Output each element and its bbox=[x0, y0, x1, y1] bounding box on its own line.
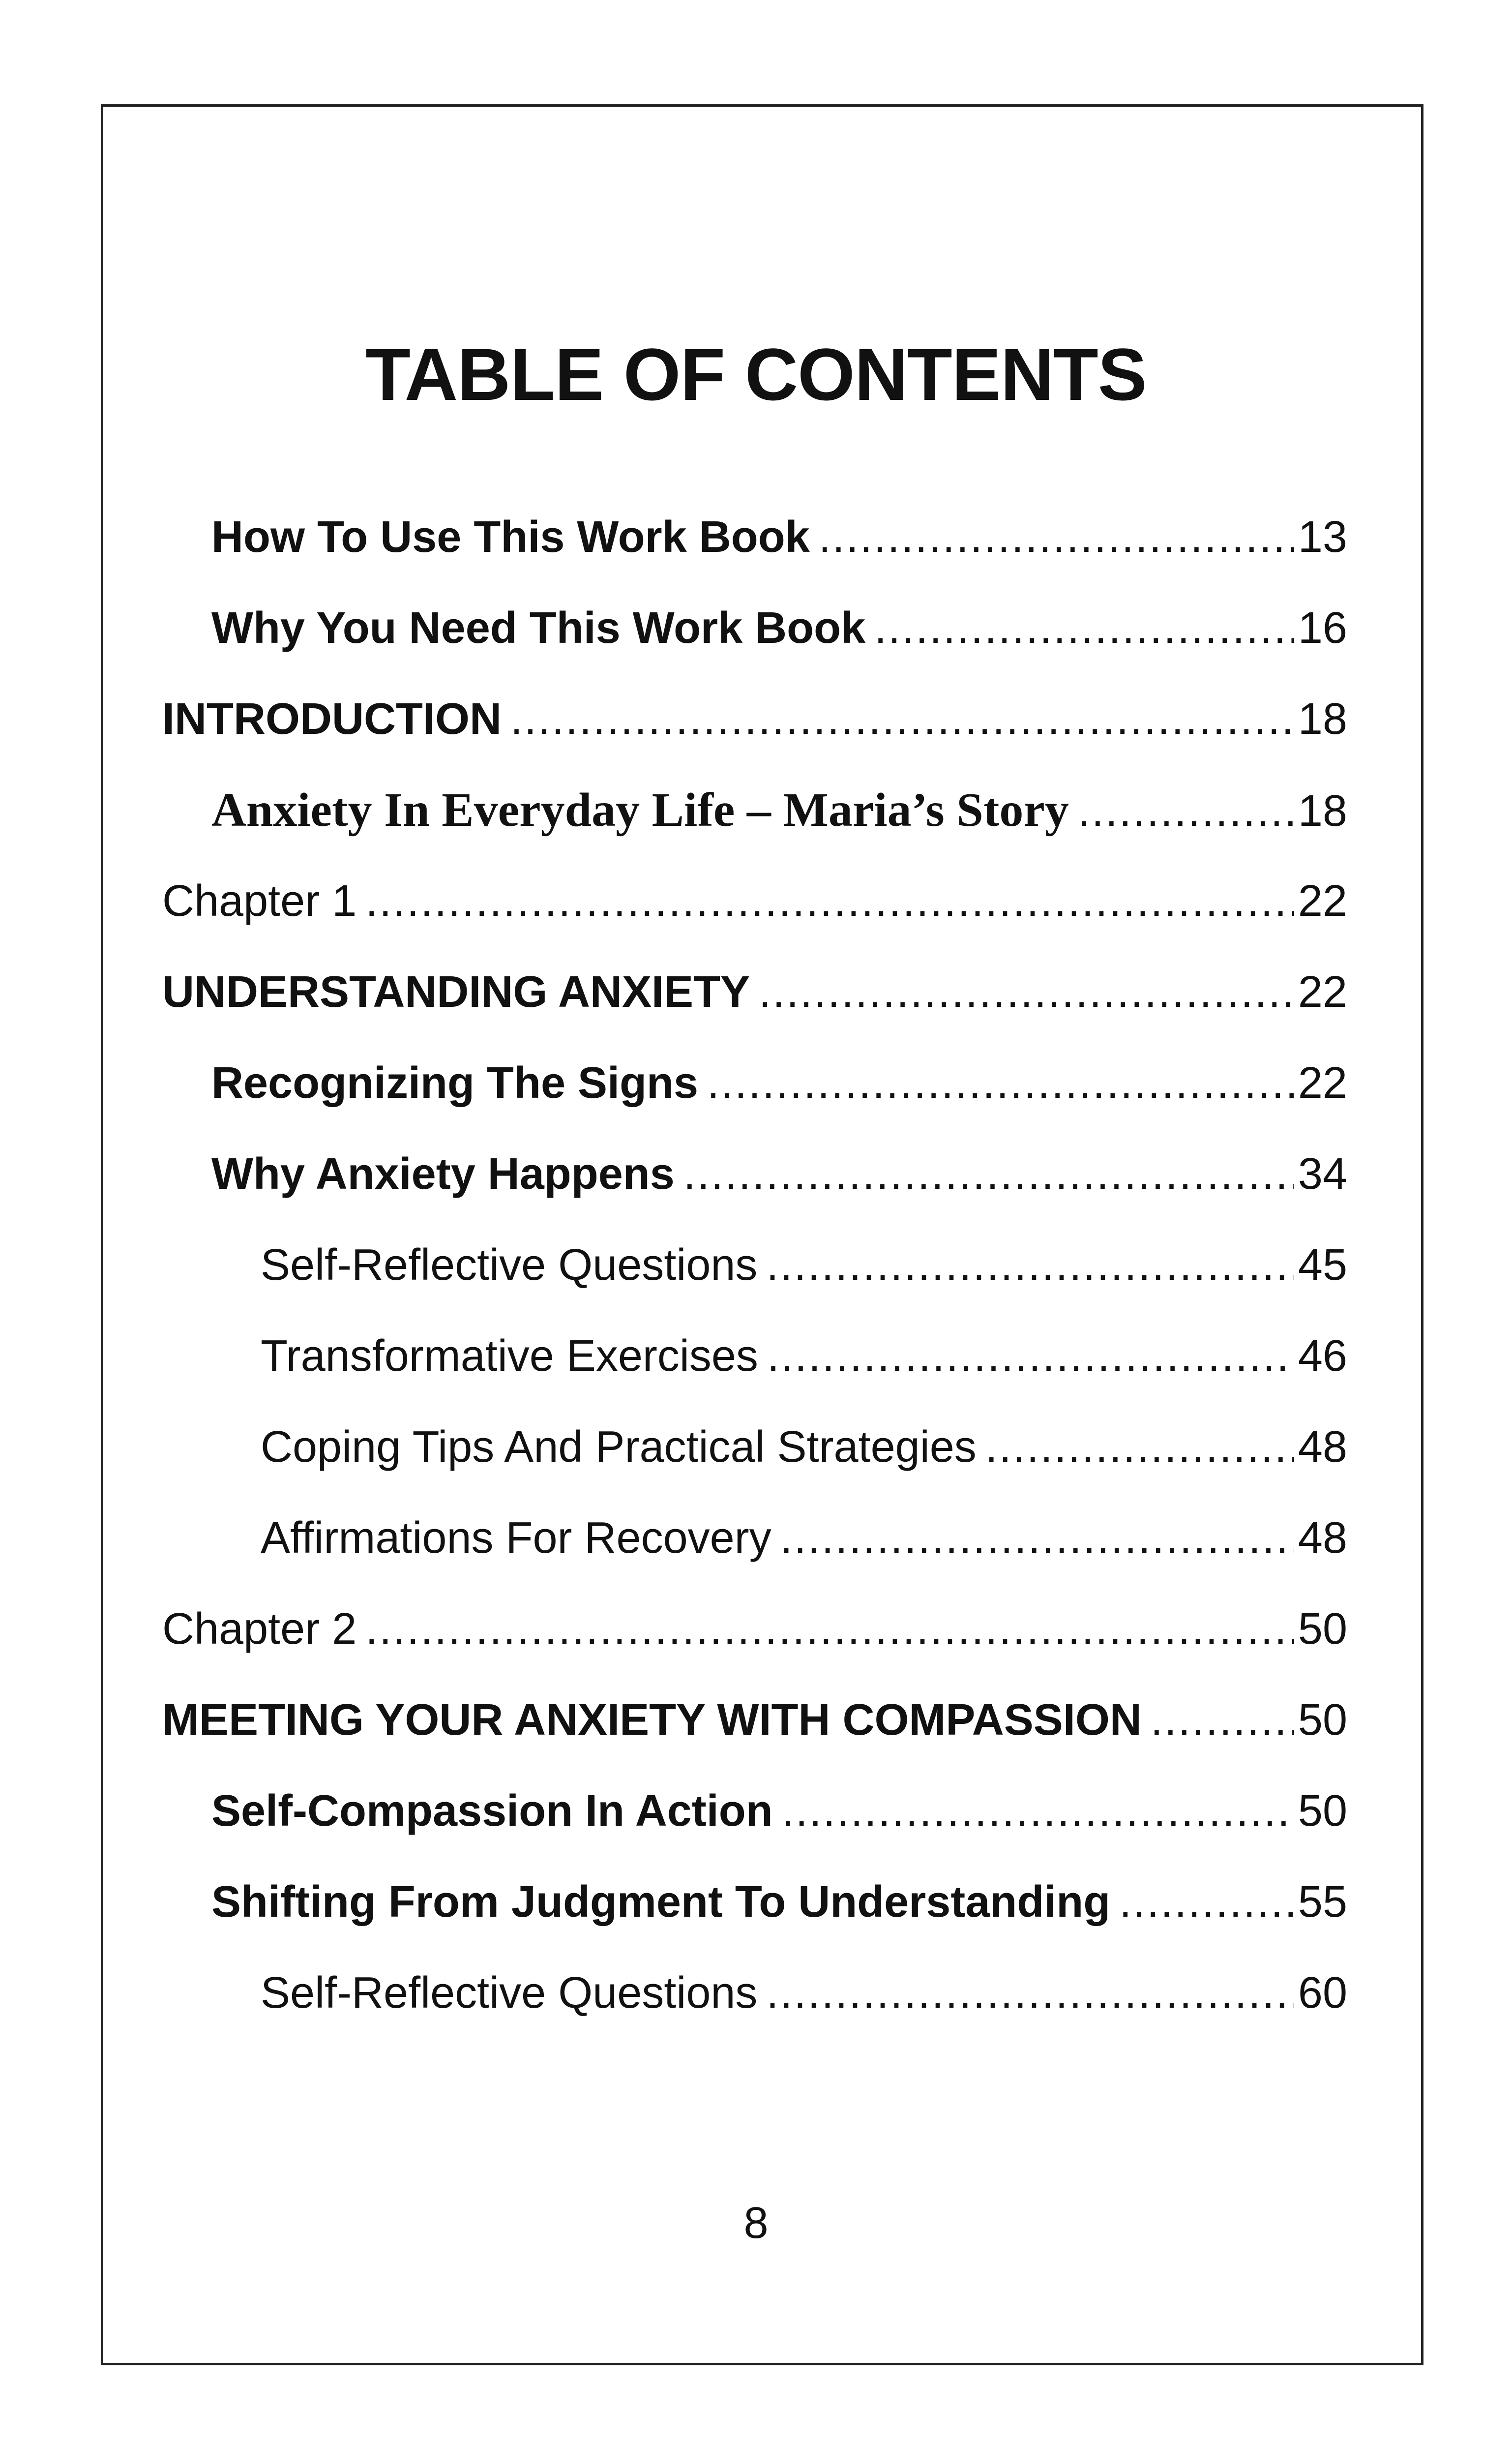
toc-entry[interactable] bbox=[162, 492, 1347, 583]
toc-entry-label: UNDERSTANDING ANXIETY bbox=[162, 967, 750, 1017]
toc-entry[interactable] bbox=[162, 1402, 1347, 1493]
dot-leader bbox=[874, 583, 1294, 674]
toc-entry-label: INTRODUCTION bbox=[162, 694, 502, 744]
dot-leader bbox=[759, 947, 1294, 1038]
toc-entry[interactable] bbox=[162, 583, 1347, 674]
toc-entry[interactable] bbox=[162, 1311, 1347, 1402]
dot-leader bbox=[985, 1402, 1294, 1493]
toc-entry-label: Coping Tips And Practical Strategies bbox=[261, 1422, 977, 1472]
toc-entry-page-number: 18 bbox=[1298, 786, 1347, 836]
dot-leader bbox=[766, 1948, 1294, 2039]
dot-leader bbox=[766, 1220, 1294, 1311]
toc-entry-page-number: 22 bbox=[1298, 967, 1347, 1017]
toc-entry-page-number: 22 bbox=[1298, 1058, 1347, 1108]
toc-entry-page-number: 13 bbox=[1298, 513, 1347, 562]
dot-leader bbox=[1078, 766, 1294, 857]
toc-entry-label: Self-Reflective Questions bbox=[261, 1968, 758, 2018]
dot-leader bbox=[365, 1584, 1294, 1675]
toc-entry-page-number: 45 bbox=[1298, 1240, 1347, 1290]
toc-entry-page-number: 55 bbox=[1298, 1877, 1347, 1927]
toc-entry[interactable] bbox=[162, 1493, 1347, 1584]
toc-entry-label: How To Use This Work Book bbox=[211, 513, 810, 562]
dot-leader bbox=[510, 674, 1294, 765]
dot-leader bbox=[767, 1311, 1294, 1402]
dot-leader bbox=[819, 492, 1294, 583]
toc-entry-label: Shifting From Judgment To Understanding bbox=[211, 1877, 1111, 1927]
dot-leader bbox=[1119, 1857, 1294, 1948]
toc-entry[interactable] bbox=[162, 674, 1347, 765]
toc-entry-label: Self-Compassion In Action bbox=[211, 1786, 773, 1836]
toc-entry-page-number: 22 bbox=[1298, 876, 1347, 926]
toc-entry-label: Transformative Exercises bbox=[261, 1331, 758, 1381]
toc-entry-page-number: 50 bbox=[1298, 1695, 1347, 1745]
toc-entry-label: Chapter 1 bbox=[162, 876, 357, 926]
toc-entry-page-number: 48 bbox=[1298, 1513, 1347, 1563]
toc-entry-page-number: 50 bbox=[1298, 1604, 1347, 1654]
toc-entry-label: Affirmations For Recovery bbox=[261, 1513, 771, 1563]
toc-entry-page-number: 34 bbox=[1298, 1149, 1347, 1199]
dot-leader bbox=[683, 1129, 1294, 1220]
toc-entry-label: Why You Need This Work Book bbox=[211, 603, 866, 653]
dot-leader bbox=[707, 1038, 1294, 1129]
dot-leader bbox=[365, 856, 1294, 947]
toc-entry-page-number: 16 bbox=[1298, 603, 1347, 653]
page-number: 8 bbox=[743, 2199, 769, 2248]
toc-entry[interactable] bbox=[162, 765, 1347, 856]
toc-list bbox=[162, 492, 1347, 2039]
toc-entry[interactable] bbox=[162, 856, 1347, 947]
toc-entry-label: Recognizing The Signs bbox=[211, 1058, 699, 1108]
toc-entry-page-number: 60 bbox=[1298, 1968, 1347, 2018]
toc-entry[interactable] bbox=[162, 1038, 1347, 1129]
toc-entry-page-number: 48 bbox=[1298, 1422, 1347, 1472]
toc-entry[interactable] bbox=[162, 1675, 1347, 1766]
toc-entry[interactable] bbox=[162, 1766, 1347, 1857]
toc-entry-label: Why Anxiety Happens bbox=[211, 1149, 675, 1199]
toc-entry-page-number: 46 bbox=[1298, 1331, 1347, 1381]
toc-entry[interactable] bbox=[162, 1584, 1347, 1675]
dot-leader bbox=[1151, 1675, 1294, 1766]
dot-leader bbox=[782, 1766, 1294, 1857]
toc-entry-label: Self-Reflective Questions bbox=[261, 1240, 758, 1290]
toc-entry[interactable] bbox=[162, 1948, 1347, 2039]
toc-entry[interactable] bbox=[162, 1129, 1347, 1220]
toc-entry[interactable] bbox=[162, 1857, 1347, 1948]
toc-entry-label: MEETING YOUR ANXIETY WITH COMPASSION bbox=[162, 1695, 1142, 1745]
toc-entry-page-number: 18 bbox=[1298, 694, 1347, 744]
toc-entry[interactable] bbox=[162, 947, 1347, 1038]
dot-leader bbox=[780, 1493, 1294, 1584]
toc-entry[interactable] bbox=[162, 1220, 1347, 1311]
toc-entry-page-number: 50 bbox=[1298, 1786, 1347, 1836]
toc-entry-label: Anxiety In Everyday Life – Maria’s Story bbox=[211, 784, 1069, 837]
toc-entry-label: Chapter 2 bbox=[162, 1604, 357, 1654]
page-title: TABLE OF CONTENTS bbox=[365, 332, 1147, 416]
